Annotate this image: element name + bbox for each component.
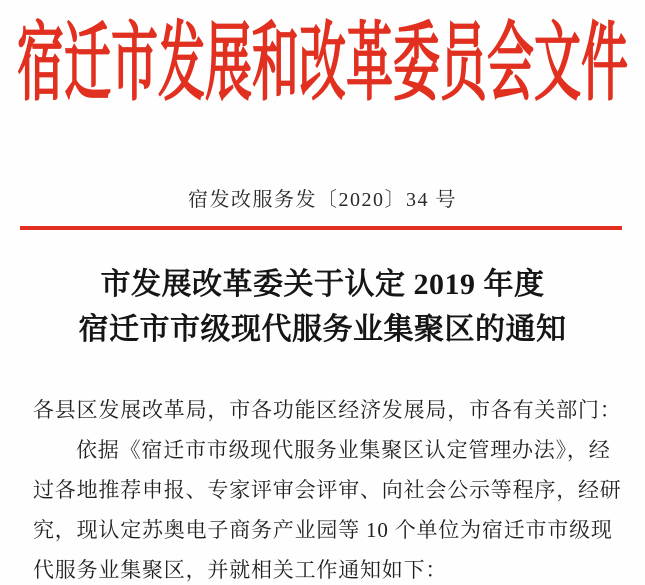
document-title-line-2: 宿迁市市级现代服务业集聚区的通知 <box>78 313 567 346</box>
body-paragraph-line-4: 代服务业集聚区，并就相关工作通知如下： <box>33 558 448 582</box>
document-body <box>33 390 623 585</box>
document-reference-number: 宿发改服务发〔2020〕34 号 <box>188 189 457 211</box>
document-masthead: 宿迁市发展和改革委员会文件 <box>17 17 628 113</box>
body-paragraph-line-2: 过各地推荐申报、专家评审会评审、向社会公示等程序，经研 <box>33 478 622 502</box>
document-title <box>0 262 645 352</box>
red-divider-line <box>20 226 622 230</box>
body-salutation-line: 各县区发展改革局，市各功能区经济发展局，市各有关部门： <box>33 398 622 422</box>
body-paragraph-line-1: 依据《宿迁市市级现代服务业集聚区认定管理办法》，经 <box>76 438 611 462</box>
document-title-line-1: 市发展改革委关于认定 2019 年度 <box>100 268 545 301</box>
body-paragraph-line-3: 究，现认定苏奥电子商务产业园等 10 个单位为宿迁市市级现 <box>33 518 613 542</box>
